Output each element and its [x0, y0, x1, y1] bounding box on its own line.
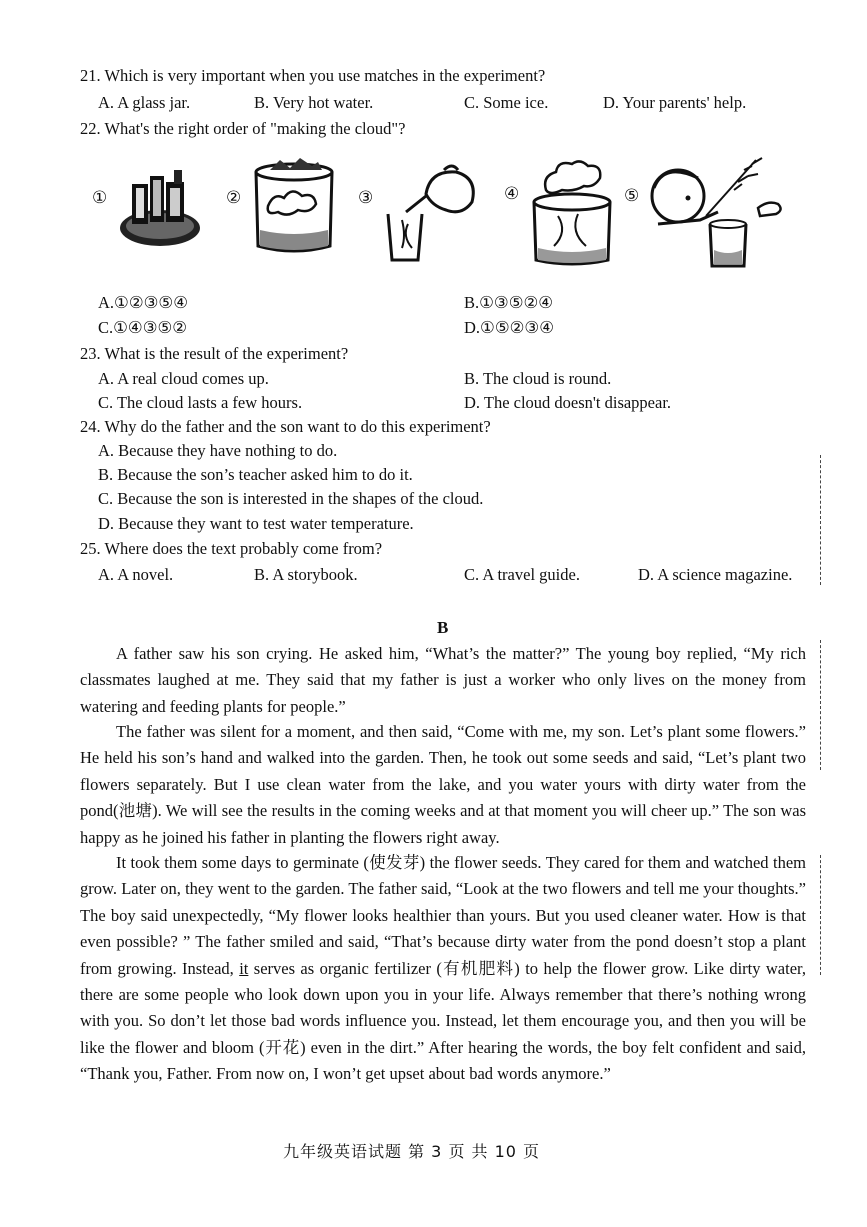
paragraph-3-part-2: serves as organic fertilizer (有机肥料) to help the flower grow. Like dirty water, there are some people who look down upon you in your life. Always remember that there’s nothing wrong with you. So don’t let those bad words influence you. Instead, let them encourage you, and then you will be like the flower and bloom (开花) even in the dirt.” After hearing the words, the boy felt confident and said, “Thank you, Father. From now on, I won’t get upset about bad words anymore.”: [80, 958, 806, 1084]
q25-question: 25. Where does the text probably come from?: [80, 539, 383, 558]
margin-dashed-line-lower: [820, 855, 821, 975]
q22-option-c: C.①④③⑤②: [98, 318, 188, 337]
margin-dashed-line-middle: [820, 640, 821, 770]
q24-option-d: D. Because they want to test water temperature.: [98, 514, 414, 533]
picture-number-5: ⑤: [624, 186, 640, 205]
margin-dashed-line-upper: [820, 455, 821, 585]
picture-number-4: ④: [504, 184, 520, 203]
q21-option-a: A. A glass jar.: [98, 93, 191, 112]
q21-option-d: D. Your parents' help.: [603, 93, 747, 112]
q21-option-b: B. Very hot water.: [254, 93, 374, 112]
jar-with-cloud-picture: [250, 158, 338, 258]
matches-box-picture: [116, 164, 204, 254]
q25-option-d: D. A science magazine.: [638, 565, 793, 584]
q22-option-b: B.①③⑤②④: [464, 293, 554, 312]
q22-question: 22. What's the right order of "making the cloud"?: [80, 119, 406, 138]
paragraph-2-text: The father was silent for a moment, and then said, “Come with me, my son. Let’s plant some flowers.” He held his son’s hand and walked into the garden. Then, he took out some seeds and said, “Let’s plant two flowers separately. But I use clean water from the lake, and you water yours with dirty water from the pond(池塘). We will see the results in the coming weeks and at that moment you will cheer up.” The son was happy as he joined his father in planting the flowers right away.: [80, 722, 806, 847]
page-footer: 九年级英语试题 第 3 页 共 10 页: [283, 1142, 541, 1161]
q22-option-d: D.①⑤②③④: [464, 318, 555, 337]
q25-option-c: C. A travel guide.: [464, 565, 580, 584]
q24-option-b: B. Because the son’s teacher asked him to do it.: [98, 465, 413, 484]
paragraph-1: [80, 641, 806, 720]
paragraph-3-part-1: It took them some days to germinate (使发芽) the flower seeds. They cared for them and watched them grow. Later on, they went to the garden. The father said, “Look at the two flowers and tell me your thoughts.” The boy said unexpectedly, “My flower looks healthier than yours. But you used cleaner water. How is that even possible? ” The father smiled and said, “That’s because dirty water from the pond doesn’t stop a plant from growing. Instead,: [80, 853, 806, 978]
underlined-word: it: [239, 958, 249, 978]
q21-question: 21. Which is very important when you use matches in the experiment?: [80, 66, 546, 85]
boy-with-match-picture: [648, 154, 792, 272]
paragraph-1-text: A father saw his son crying. He asked him, “What’s the matter?” The young boy replied, “My rich classmates laughed at me. They said that my father is just a worker who only lives on the money from watering and feeding plants for people.”: [80, 644, 806, 716]
picture-number-3: ③: [358, 188, 374, 207]
ice-on-jar-picture: [528, 160, 618, 268]
q23-option-b: B. The cloud is round.: [464, 369, 612, 388]
q24-option-a: A. Because they have nothing to do.: [98, 441, 338, 460]
q23-option-a: A. A real cloud comes up.: [98, 369, 269, 388]
section-b-heading: B: [437, 618, 449, 637]
q25-option-a: A. A novel.: [98, 565, 174, 584]
paragraph-3: [80, 850, 806, 1088]
q24-question: 24. Why do the father and the son want to do this experiment?: [80, 417, 491, 436]
q24-option-c: C. Because the son is interested in the shapes of the cloud.: [98, 489, 484, 508]
q22-option-a: A.①②③⑤④: [98, 293, 189, 312]
q21-option-c: C. Some ice.: [464, 93, 549, 112]
paragraph-3-text: [80, 850, 806, 1088]
q23-question: 23. What is the result of the experiment?: [80, 344, 349, 363]
kettle-pouring-picture: [382, 160, 482, 264]
picture-number-2: ②: [226, 188, 242, 207]
q23-option-d: D. The cloud doesn't disappear.: [464, 393, 672, 412]
picture-number-1: ①: [92, 188, 108, 207]
q23-option-c: C. The cloud lasts a few hours.: [98, 393, 303, 412]
q25-option-b: B. A storybook.: [254, 565, 358, 584]
paragraph-2: [80, 719, 806, 851]
